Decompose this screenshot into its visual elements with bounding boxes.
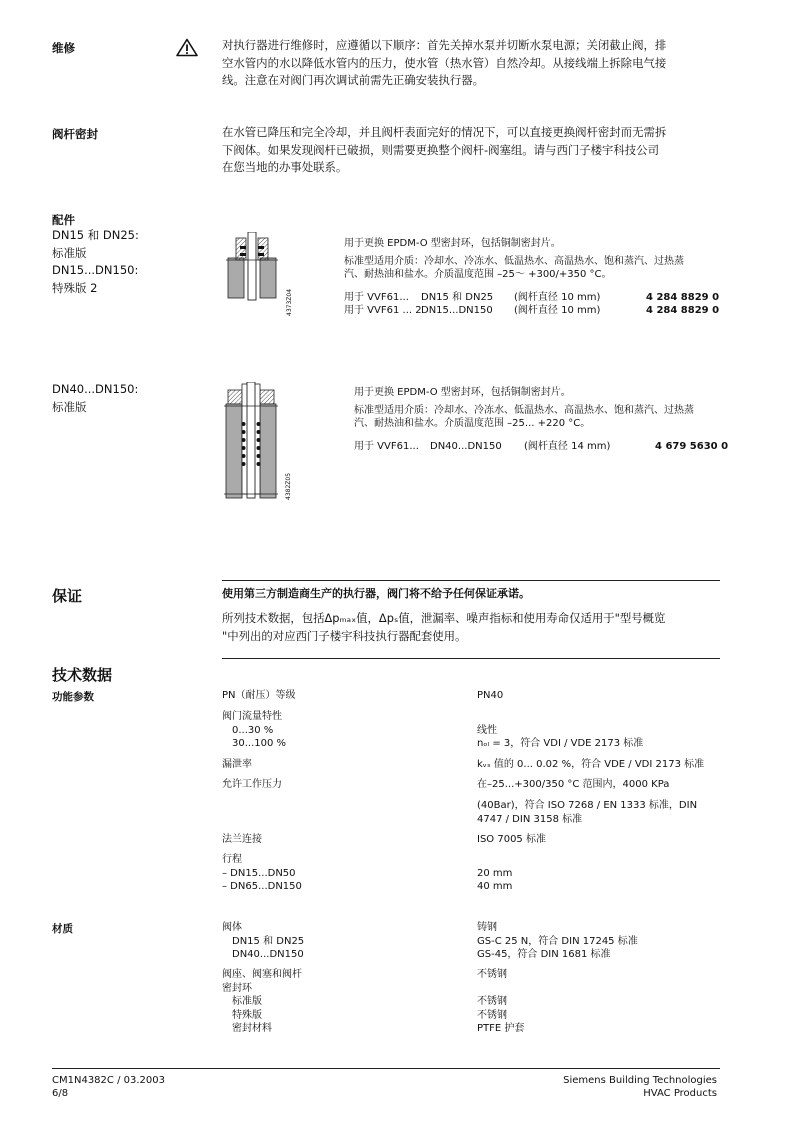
page-number: 6/8 bbox=[52, 1088, 69, 1099]
side-line: 特殊版 2 bbox=[52, 280, 98, 295]
row-label: 30...100 % bbox=[232, 738, 287, 749]
maintenance-label: 维修 bbox=[52, 41, 75, 55]
row-value: ISO 7005 标准 bbox=[477, 834, 546, 845]
row-label: 密封环 bbox=[222, 982, 252, 994]
warranty-bold-line: 使用第三方制造商生产的执行器，阀门将不给予任何保证承诺。 bbox=[222, 587, 530, 600]
order-col-b: DN15 和 DN25 bbox=[421, 292, 494, 303]
stem-seal-line: 下阀体。如果发现阀杆已破损，则需要更换整个阀杆-阀塞组。请与西门子楼宇科技公司 bbox=[222, 142, 659, 157]
accessories-group1-desc bbox=[344, 237, 724, 281]
warranty-line: "中列出的对应西门子楼宇科技执行器配套使用。 bbox=[222, 628, 467, 643]
company-name: Siemens Building Technologies bbox=[563, 1075, 717, 1086]
accessories-label: 配件 bbox=[52, 213, 75, 227]
row-label: 行程 bbox=[222, 854, 242, 865]
order-col-b: DN40...DN150 bbox=[430, 441, 502, 452]
row-label: 允许工作压力 bbox=[222, 779, 282, 790]
doc-id: CM1N4382C / 03.2003 bbox=[52, 1075, 165, 1086]
stem-seal-line: 在水管已降压和完全冷却，并且阀杆表面完好的情况下，可以直接更换阀杆密封而无需拆 bbox=[222, 125, 667, 139]
order-row bbox=[344, 291, 724, 304]
warranty-label: 保证 bbox=[52, 587, 83, 605]
accessories-group1-table bbox=[344, 291, 724, 317]
warranty-text bbox=[222, 610, 722, 645]
order-col-a: 用于 VVF61 ... 2 bbox=[344, 305, 422, 316]
footer-right bbox=[563, 1074, 717, 1100]
accessories-group2-table bbox=[354, 440, 734, 453]
row-value: PN40 bbox=[477, 690, 504, 701]
row-value: 线性 bbox=[477, 724, 497, 736]
accessories-group2-side bbox=[52, 381, 138, 416]
row-label: DN15 和 DN25 bbox=[232, 935, 305, 947]
accessories-group2-desc bbox=[354, 386, 734, 430]
desc-line: 用于更换 EPDM-O 型密封环，包括铜制密封片。 bbox=[344, 238, 561, 249]
row-label: DN40...DN150 bbox=[232, 949, 304, 960]
order-col-c: (阀杆直径 14 mm) bbox=[524, 441, 611, 452]
row-value: GS-C 25 N，符合 DIN 17245 标准 bbox=[477, 935, 638, 947]
drawing-ref-1: 4373Z04 bbox=[286, 288, 293, 316]
row-value: 20 mm bbox=[477, 867, 513, 879]
row-value: 4747 / DIN 3158 标准 bbox=[477, 813, 583, 825]
side-line: DN15 和 DN25: bbox=[52, 228, 139, 242]
row-label: 法兰连接 bbox=[222, 834, 262, 845]
drawing-ref-2: 4382Z05 bbox=[285, 472, 292, 500]
row-value: 不锈钢 bbox=[477, 1009, 507, 1021]
row-label: PN（耐压）等级 bbox=[222, 690, 296, 701]
order-number: 4 284 8829 0 bbox=[646, 292, 720, 303]
row-value: PTFE 护套 bbox=[477, 1023, 525, 1034]
division-name: HVAC Products bbox=[643, 1088, 717, 1099]
order-number: 4 284 8829 0 bbox=[646, 305, 720, 316]
row-value: nₒₗ = 3，符合 VDI / VDE 2173 标准 bbox=[477, 738, 644, 749]
maintenance-text bbox=[222, 37, 722, 90]
desc-line: 汽、耐热油和盐水。介质温度范围 –25... +220 °C。 bbox=[354, 418, 591, 429]
order-col-c: (阀杆直径 10 mm) bbox=[514, 292, 601, 303]
order-col-c: (阀杆直径 10 mm) bbox=[514, 305, 601, 316]
row-label: – DN65...DN150 bbox=[222, 881, 302, 892]
order-number: 4 679 5630 0 bbox=[655, 441, 729, 452]
warranty-line: 所列技术数据，包括Δpₘₐₓ值，Δpₛ值，泄漏率、噪声指标和使用寿命仅适用于"型号概览 bbox=[222, 611, 666, 625]
maintenance-line: 线。注意在对阀门再次调试前需先正确安装执行器。 bbox=[222, 73, 484, 87]
stem-seal-drawing-2 bbox=[222, 382, 282, 500]
accessories-group1-side bbox=[52, 227, 139, 297]
row-value: 不锈钢 bbox=[477, 969, 507, 980]
functional-label: 功能参数 bbox=[52, 691, 94, 703]
row-label: 阀门流量特性 bbox=[222, 711, 282, 722]
side-line: 标准版 bbox=[52, 399, 87, 414]
side-line: DN40...DN150: bbox=[52, 382, 139, 396]
row-value: (40Bar)，符合 ISO 7268 / EN 1333 标准，DIN bbox=[477, 800, 698, 811]
materials-label: 材质 bbox=[52, 923, 73, 935]
order-row bbox=[354, 440, 734, 453]
row-label: 漏泄率 bbox=[222, 759, 252, 770]
row-label: 标准版 bbox=[232, 996, 262, 1007]
warning-triangle-icon bbox=[176, 38, 198, 57]
side-line: 标准版 bbox=[52, 245, 87, 260]
row-value: 在–25...+300/350 °C 范围内，4000 KPa bbox=[477, 779, 670, 790]
order-col-a: 用于 VVF61... bbox=[344, 292, 409, 303]
row-value: GS-45，符合 DIN 1681 标准 bbox=[477, 949, 611, 960]
stem-seal-label: 阀杆密封 bbox=[52, 127, 98, 141]
tech-data-title: 技术数据 bbox=[52, 666, 113, 684]
desc-line: 标准型适用介质：冷却水、冷冻水、低温热水、高温热水、饱和蒸汽、过热蒸 bbox=[354, 405, 694, 416]
side-line: DN15...DN150: bbox=[52, 263, 139, 277]
order-col-b: DN15...DN150 bbox=[421, 305, 493, 316]
divider bbox=[222, 580, 720, 581]
maintenance-line: 空水管内的水以降低水管内的压力，使水管（热水管）自然冷却。从接线端上拆除电气接 bbox=[222, 55, 667, 70]
order-col-a: 用于 VVF61... bbox=[354, 441, 419, 452]
stem-seal-line: 在您当地的办事处联系。 bbox=[222, 160, 348, 174]
row-value: 不锈钢 bbox=[477, 996, 507, 1007]
row-value: kᵥₛ 值的 0... 0.02 %，符合 VDE / VDI 2173 标准 bbox=[477, 759, 705, 770]
divider bbox=[222, 658, 720, 659]
row-value: 铸钢 bbox=[477, 922, 497, 933]
maintenance-line: 对执行器进行维修时，应遵循以下顺序：首先关掉水泵并切断水泵电源；关闭截止阀，排 bbox=[222, 38, 667, 52]
row-value: 40 mm bbox=[477, 881, 513, 892]
row-label: 特殊版 bbox=[232, 1009, 262, 1021]
desc-line: 用于更换 EPDM-O 型密封环，包括铜制密封片。 bbox=[354, 387, 571, 398]
row-label: 阀座、阀塞和阀杆 bbox=[222, 969, 302, 980]
stem-seal-drawing-1 bbox=[224, 232, 284, 302]
desc-line: 标准型适用介质：冷却水、冷冻水、低温热水、高温热水、饱和蒸汽、过热蒸 bbox=[344, 256, 684, 267]
row-label: 0...30 % bbox=[232, 724, 274, 736]
row-label: 阀体 bbox=[222, 922, 242, 933]
footer-divider bbox=[52, 1068, 720, 1069]
desc-line: 汽、耐热油和盐水。介质温度范围 –25～ +300/+350 °C。 bbox=[344, 269, 612, 280]
order-row bbox=[344, 304, 724, 317]
stem-seal-text bbox=[222, 124, 722, 177]
footer-left bbox=[52, 1074, 165, 1100]
row-label: 密封材料 bbox=[232, 1023, 272, 1034]
row-label: – DN15...DN50 bbox=[222, 867, 296, 879]
